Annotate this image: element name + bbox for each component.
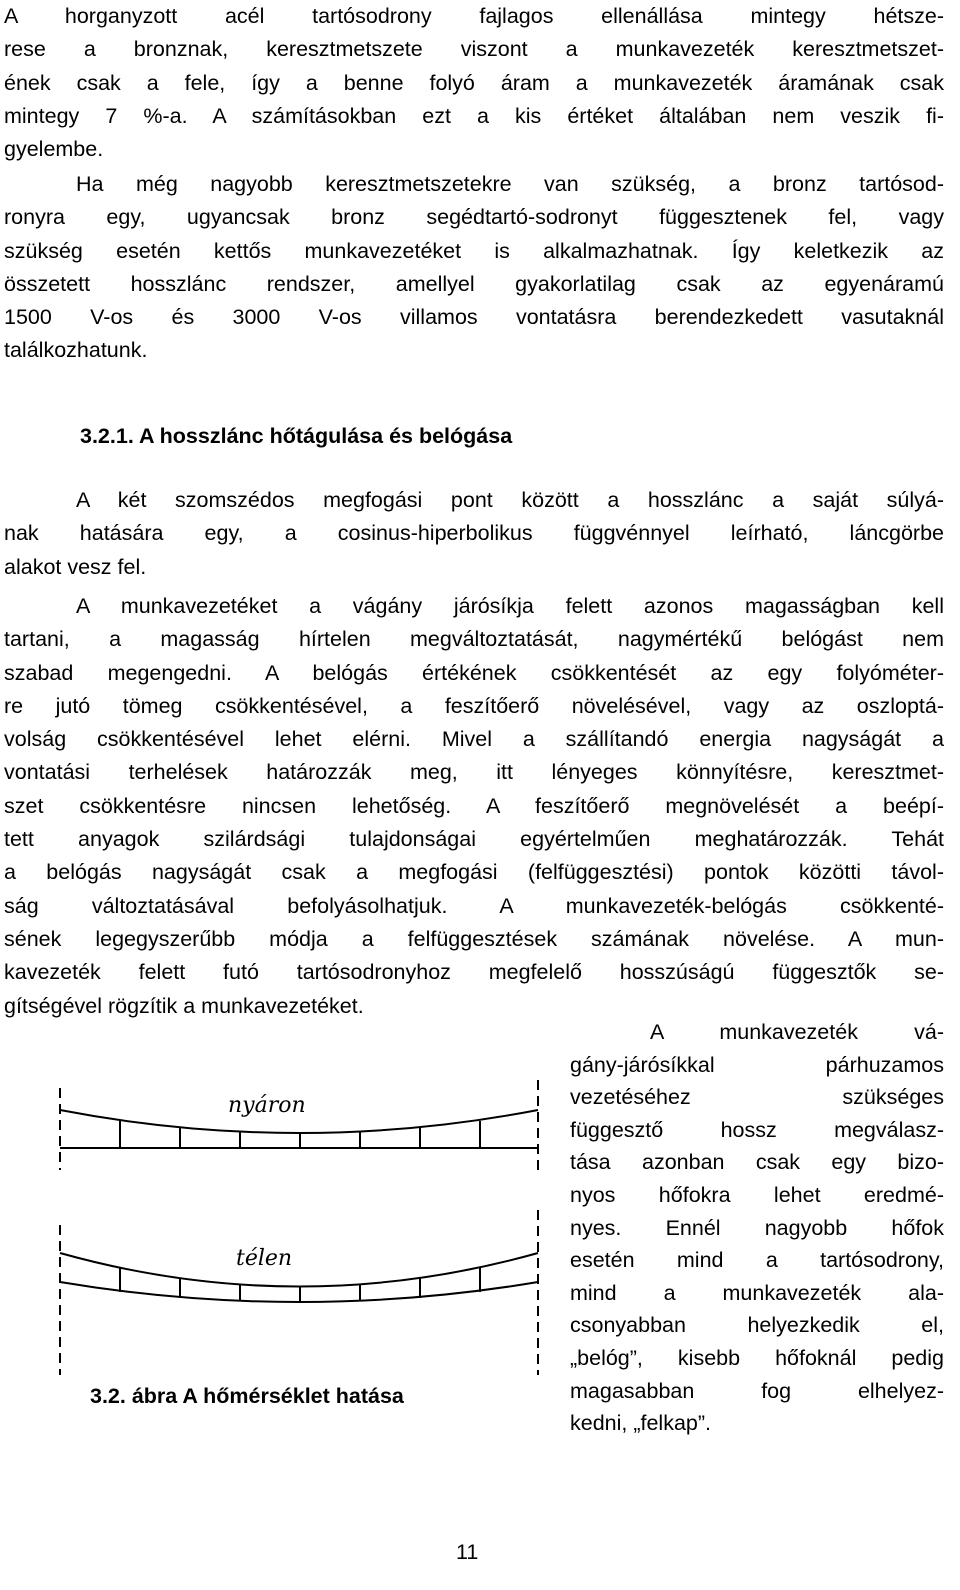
text-line: A két szomszédos megfogási pont között a hosszlánc a saját súlyá- bbox=[76, 488, 944, 512]
text-line: szet csökkentésre nincsen lehetőség. A feszítőerő megnövelését a beépí- bbox=[4, 793, 944, 818]
text-line: mintegy 7 %-a. A számításokban ezt a kis értéket általában nem veszik fi- bbox=[4, 103, 944, 128]
summer-label: nyáron bbox=[228, 1093, 306, 1118]
text-line: rese a bronznak, keresztmetszete viszont a munkavezeték keresztmetszet- bbox=[4, 37, 944, 62]
text-line: csonyabban helyezkedik el, bbox=[570, 1313, 944, 1338]
text-line: re jutó tömeg csökkentésével, a feszítőerő növelésével, vagy az oszloptá- bbox=[4, 693, 944, 718]
text-line: Ha még nagyobb keresztmetszetekre van szükség, a bronz tartósod- bbox=[76, 172, 944, 196]
text-line: vezetéséhez szükséges bbox=[570, 1085, 944, 1110]
text-line: szükség esetén kettős munkavezetéket is alkalmazhatnak. Így keletkezik az bbox=[4, 238, 944, 263]
text-line: mind a munkavezeték ala- bbox=[570, 1280, 944, 1305]
text-line: tartani, a magasság hírtelen megváltoztatását, nagymértékű belógást nem bbox=[4, 627, 944, 652]
text-line: A munkavezeték vá- bbox=[650, 1020, 944, 1044]
section-heading: 3.2.1. A hosszlánc hőtágulása és belógása bbox=[80, 424, 513, 448]
text-line: szabad megengedni. A belógás értékének csökkentését az egy folyóméter- bbox=[4, 660, 944, 685]
text-line: nak hatására egy, a cosinus-hiperbolikus függvénnyel leírható, láncgörbe bbox=[4, 521, 944, 546]
text-line: esetén mind a tartósodrony, bbox=[570, 1248, 944, 1273]
messenger-wire bbox=[60, 1253, 538, 1287]
winter-diagram bbox=[60, 1210, 538, 1375]
text-line: függesztő hossz megválasz- bbox=[570, 1117, 944, 1142]
catenary-figure bbox=[50, 1060, 550, 1380]
text-line: „belóg”, kisebb hőfoknál pedig bbox=[570, 1345, 944, 1370]
text-line: 1500 V-os és 3000 V-os villamos vontatásra berendezkedett vasutaknál bbox=[4, 305, 944, 330]
paragraph-1 bbox=[4, 0, 944, 166]
winter-label: télen bbox=[236, 1246, 293, 1271]
text-line: a belógás nagyságát csak a megfogási (felfüggesztési) pontok közötti távol- bbox=[4, 860, 944, 885]
text-line: összetett hosszlánc rendszer, amellyel gyakorlatilag csak az egyenáramú bbox=[4, 271, 944, 296]
text-line: ság változtatásával befolyásolhatjuk. A munkavezeték-belógás csökkenté- bbox=[4, 893, 944, 918]
paragraph-2 bbox=[4, 168, 944, 368]
text-line: tása azonban csak egy bizo- bbox=[570, 1150, 944, 1175]
text-line: tett anyagok szilárdsági tulajdonságai egyértelműen meghatározzák. Tehát bbox=[4, 827, 944, 852]
page-number: 11 bbox=[456, 1540, 479, 1564]
figure-caption: 3.2. ábra A hőmérséklet hatása bbox=[90, 1384, 404, 1408]
paragraph-4 bbox=[4, 590, 944, 1023]
text-line: kavezeték felett futó tartósodronyhoz megfelelő hosszúságú függesztők se- bbox=[4, 960, 944, 985]
text-line: alakot vesz fel. bbox=[4, 554, 147, 579]
text-line: vontatási terhelések határozzák meg, itt lényeges könnyítésre, keresztmet- bbox=[4, 760, 944, 785]
text-line: A horganyzott acél tartósodrony fajlagos ellenállása mintegy hétsze- bbox=[4, 4, 944, 28]
text-line: gány-járósíkkal párhuzamos bbox=[570, 1052, 944, 1077]
text-line: gítségével rögzítik a munkavezetéket. bbox=[4, 993, 364, 1018]
text-line: ének csak a fele, így a benne folyó áram a munkavezeték áramának csak bbox=[4, 70, 944, 95]
side-paragraph bbox=[570, 1016, 944, 1440]
text-line: sének legegyszerűbb módja a felfüggesztések számának növelése. A mun- bbox=[4, 926, 944, 951]
text-line: gyelembe. bbox=[4, 137, 104, 162]
text-line: nyos hőfokra lehet eredmé- bbox=[570, 1182, 944, 1207]
text-line: volság csökkentésével lehet elérni. Mivel a szállítandó energia nagyságát a bbox=[4, 727, 944, 752]
text-line: magasabban fog elhelyez- bbox=[570, 1378, 944, 1403]
text-line: kedni, „felkap”. bbox=[570, 1411, 712, 1436]
text-line: találkozhatunk. bbox=[4, 338, 148, 363]
text-line: nyes. Ennél nagyobb hőfok bbox=[570, 1215, 944, 1240]
paragraph-3 bbox=[4, 484, 944, 584]
text-line: ronyra egy, ugyancsak bronz segédtartó-sodronyt függesztenek fel, vagy bbox=[4, 205, 944, 230]
text-line: A munkavezetéket a vágány járósíkja felett azonos magasságban kell bbox=[76, 594, 944, 618]
